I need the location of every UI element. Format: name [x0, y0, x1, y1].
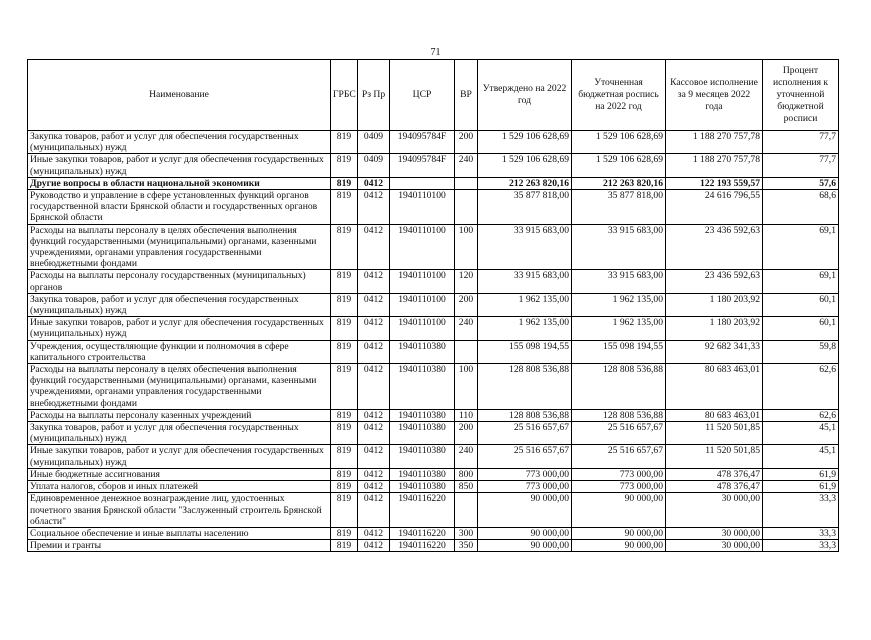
header-vr: ВР [455, 60, 478, 131]
cell-name: Расходы на выплаты персоналу государственных (муниципальных) органов [28, 270, 331, 293]
cell-approved: 1 962 135,00 [478, 293, 572, 316]
cell-approved: 25 516 657,67 [478, 445, 572, 468]
cell-approved: 90 000,00 [478, 527, 572, 539]
table-row [28, 445, 839, 468]
header-percent: Процент исполнения к уточненной бюджетной росписи [763, 60, 839, 131]
cell-grbs: 819 [331, 224, 358, 270]
cell-approved: 90 000,00 [478, 540, 572, 552]
cell-grbs: 819 [331, 364, 358, 410]
budget-table [27, 59, 839, 552]
cell-rzpr: 0412 [358, 493, 390, 528]
cell-approved: 33 915 683,00 [478, 224, 572, 270]
cell-vr [455, 493, 478, 528]
cell-csr: 1940110100 [390, 224, 455, 270]
cell-name: Социальное обеспечение и иные выплаты населению [28, 527, 331, 539]
cell-name: Уплата налогов, сборов и иных платежей [28, 481, 331, 493]
cell-rzpr: 0412 [358, 177, 390, 189]
cell-approved: 128 808 536,88 [478, 364, 572, 410]
cell-refined: 33 915 683,00 [572, 270, 666, 293]
cell-cash: 23 436 592,63 [666, 224, 763, 270]
cell-percent: 60,1 [763, 293, 839, 316]
cell-rzpr: 0412 [358, 540, 390, 552]
cell-csr: 1940110100 [390, 270, 455, 293]
cell-rzpr: 0412 [358, 468, 390, 480]
cell-percent: 33,3 [763, 493, 839, 528]
table-row [28, 422, 839, 445]
cell-name: Закупка товаров, работ и услуг для обеспечения государственных (муниципальных) нужд [28, 293, 331, 316]
cell-name: Премии и гранты [28, 540, 331, 552]
cell-refined: 128 808 536,88 [572, 364, 666, 410]
cell-csr: 1940110380 [390, 340, 455, 363]
cell-grbs: 819 [331, 409, 358, 421]
cell-csr: 194095784F [390, 154, 455, 177]
cell-grbs: 819 [331, 540, 358, 552]
cell-cash: 30 000,00 [666, 493, 763, 528]
cell-vr: 850 [455, 481, 478, 493]
cell-approved: 773 000,00 [478, 468, 572, 480]
header-cash: Кассовое исполнение за 9 месяцев 2022 года [666, 60, 763, 131]
cell-grbs: 819 [331, 340, 358, 363]
cell-vr: 240 [455, 445, 478, 468]
cell-rzpr: 0412 [358, 422, 390, 445]
cell-csr: 1940116220 [390, 493, 455, 528]
table-row [28, 131, 839, 154]
cell-grbs: 819 [331, 177, 358, 189]
cell-refined: 155 098 194,55 [572, 340, 666, 363]
cell-grbs: 819 [331, 445, 358, 468]
cell-grbs: 819 [331, 293, 358, 316]
cell-cash: 80 683 463,01 [666, 409, 763, 421]
cell-approved: 25 516 657,67 [478, 422, 572, 445]
cell-approved: 212 263 820,16 [478, 177, 572, 189]
cell-name: Закупка товаров, работ и услуг для обеспечения государственных (муниципальных) нужд [28, 422, 331, 445]
cell-percent: 77,7 [763, 131, 839, 154]
cell-rzpr: 0409 [358, 131, 390, 154]
cell-csr: 1940110100 [390, 293, 455, 316]
table-row [28, 270, 839, 293]
header-csr: ЦСР [390, 60, 455, 131]
table-row [28, 481, 839, 493]
cell-refined: 90 000,00 [572, 493, 666, 528]
cell-percent: 33,3 [763, 527, 839, 539]
cell-percent: 45,1 [763, 445, 839, 468]
cell-vr [455, 190, 478, 225]
cell-grbs: 819 [331, 422, 358, 445]
cell-name: Иные закупки товаров, работ и услуг для обеспечения государственных (муниципальных) нужд [28, 445, 331, 468]
cell-grbs: 819 [331, 493, 358, 528]
cell-percent: 77,7 [763, 154, 839, 177]
cell-refined: 1 962 135,00 [572, 293, 666, 316]
cell-approved: 128 808 536,88 [478, 409, 572, 421]
cell-csr: 1940116220 [390, 540, 455, 552]
cell-csr: 1940116220 [390, 527, 455, 539]
cell-vr [455, 177, 478, 189]
cell-percent: 69,1 [763, 224, 839, 270]
cell-cash: 1 180 203,92 [666, 293, 763, 316]
cell-name: Расходы на выплаты персоналу в целях обеспечения выполнения функций государственными (муниципальными) органами, казенными учреждениями, органами управления государственными внебюджетными фондами [28, 224, 331, 270]
cell-refined: 1 529 106 628,69 [572, 154, 666, 177]
table-row [28, 190, 839, 225]
header-grbs: ГРБС [331, 60, 358, 131]
cell-rzpr: 0412 [358, 317, 390, 340]
cell-grbs: 819 [331, 131, 358, 154]
cell-csr: 1940110380 [390, 468, 455, 480]
cell-cash: 30 000,00 [666, 540, 763, 552]
table-row [28, 293, 839, 316]
cell-vr: 200 [455, 422, 478, 445]
table-row [28, 224, 839, 270]
cell-vr: 800 [455, 468, 478, 480]
cell-csr: 1940110380 [390, 422, 455, 445]
cell-grbs: 819 [331, 468, 358, 480]
cell-percent: 62,6 [763, 364, 839, 410]
cell-grbs: 819 [331, 527, 358, 539]
cell-csr: 1940110380 [390, 409, 455, 421]
header-refined: Уточненная бюджетная роспись на 2022 год [572, 60, 666, 131]
cell-vr: 100 [455, 224, 478, 270]
cell-refined: 35 877 818,00 [572, 190, 666, 225]
cell-refined: 128 808 536,88 [572, 409, 666, 421]
cell-refined: 773 000,00 [572, 481, 666, 493]
cell-rzpr: 0412 [358, 224, 390, 270]
cell-percent: 60,1 [763, 317, 839, 340]
cell-refined: 773 000,00 [572, 468, 666, 480]
cell-vr [455, 340, 478, 363]
cell-refined: 25 516 657,67 [572, 422, 666, 445]
cell-approved: 35 877 818,00 [478, 190, 572, 225]
cell-name: Иные закупки товаров, работ и услуг для обеспечения государственных (муниципальных) нужд [28, 154, 331, 177]
table-body [28, 131, 839, 552]
cell-grbs: 819 [331, 481, 358, 493]
cell-csr: 194095784F [390, 131, 455, 154]
cell-refined: 90 000,00 [572, 540, 666, 552]
cell-cash: 1 188 270 757,78 [666, 154, 763, 177]
cell-cash: 92 682 341,33 [666, 340, 763, 363]
cell-vr: 200 [455, 293, 478, 316]
cell-name: Расходы на выплаты персоналу в целях обеспечения выполнения функций государственными (муниципальными) органами, казенными учреждениями, органами управления государственными внебюджетными фондами [28, 364, 331, 410]
cell-percent: 45,1 [763, 422, 839, 445]
cell-csr [390, 177, 455, 189]
cell-csr: 1940110380 [390, 364, 455, 410]
cell-grbs: 819 [331, 317, 358, 340]
page-number: 71 [430, 47, 441, 58]
cell-refined: 33 915 683,00 [572, 224, 666, 270]
table-row [28, 493, 839, 528]
header-name: Наименование [28, 60, 331, 131]
cell-cash: 478 376,47 [666, 468, 763, 480]
cell-vr: 120 [455, 270, 478, 293]
cell-csr: 1940110100 [390, 190, 455, 225]
cell-percent: 61,9 [763, 468, 839, 480]
cell-vr: 240 [455, 317, 478, 340]
cell-vr: 100 [455, 364, 478, 410]
cell-cash: 80 683 463,01 [666, 364, 763, 410]
table-row [28, 154, 839, 177]
cell-approved: 155 098 194,55 [478, 340, 572, 363]
cell-rzpr: 0412 [358, 270, 390, 293]
cell-vr: 240 [455, 154, 478, 177]
cell-cash: 24 616 796,55 [666, 190, 763, 225]
cell-rzpr: 0412 [358, 527, 390, 539]
cell-name: Иные бюджетные ассигнования [28, 468, 331, 480]
cell-grbs: 819 [331, 190, 358, 225]
cell-percent: 33,3 [763, 540, 839, 552]
cell-rzpr: 0409 [358, 154, 390, 177]
cell-name: Единовременное денежное вознаграждение лиц, удостоенных почетного звания Брянской области "Заслуженный строитель Брянской области" [28, 493, 331, 528]
cell-approved: 1 529 106 628,69 [478, 154, 572, 177]
cell-csr: 1940110100 [390, 317, 455, 340]
cell-approved: 33 915 683,00 [478, 270, 572, 293]
cell-refined: 1 529 106 628,69 [572, 131, 666, 154]
cell-approved: 773 000,00 [478, 481, 572, 493]
cell-vr: 110 [455, 409, 478, 421]
cell-rzpr: 0412 [358, 293, 390, 316]
table-row [28, 364, 839, 410]
cell-name: Другие вопросы в области национальной экономики [28, 177, 331, 189]
cell-csr: 1940110380 [390, 445, 455, 468]
cell-refined: 90 000,00 [572, 527, 666, 539]
cell-percent: 68,6 [763, 190, 839, 225]
cell-csr: 1940110380 [390, 481, 455, 493]
cell-rzpr: 0412 [358, 340, 390, 363]
cell-name: Расходы на выплаты персоналу казенных учреждений [28, 409, 331, 421]
table-row [28, 468, 839, 480]
cell-refined: 25 516 657,67 [572, 445, 666, 468]
cell-grbs: 819 [331, 154, 358, 177]
table-row [28, 177, 839, 189]
cell-cash: 30 000,00 [666, 527, 763, 539]
cell-percent: 61,9 [763, 481, 839, 493]
header-approved: Утверждено на 2022 год [478, 60, 572, 131]
cell-vr: 300 [455, 527, 478, 539]
cell-name: Руководство и управление в сфере установленных функций органов государственной власти Брянской области и государственных органов Брянской области [28, 190, 331, 225]
cell-refined: 212 263 820,16 [572, 177, 666, 189]
cell-grbs: 819 [331, 270, 358, 293]
cell-rzpr: 0412 [358, 409, 390, 421]
cell-percent: 69,1 [763, 270, 839, 293]
cell-cash: 478 376,47 [666, 481, 763, 493]
cell-percent: 62,6 [763, 409, 839, 421]
cell-rzpr: 0412 [358, 190, 390, 225]
header-rzpr: Рз Пр [358, 60, 390, 131]
cell-vr: 200 [455, 131, 478, 154]
cell-percent: 57,6 [763, 177, 839, 189]
table-row [28, 317, 839, 340]
cell-approved: 1 529 106 628,69 [478, 131, 572, 154]
cell-cash: 1 180 203,92 [666, 317, 763, 340]
cell-name: Закупка товаров, работ и услуг для обеспечения государственных (муниципальных) нужд [28, 131, 331, 154]
cell-rzpr: 0412 [358, 445, 390, 468]
cell-cash: 122 193 559,57 [666, 177, 763, 189]
table-header-row [28, 60, 839, 131]
cell-name: Иные закупки товаров, работ и услуг для обеспечения государственных (муниципальных) нужд [28, 317, 331, 340]
table-row [28, 527, 839, 539]
cell-vr: 350 [455, 540, 478, 552]
cell-rzpr: 0412 [358, 481, 390, 493]
cell-cash: 23 436 592,63 [666, 270, 763, 293]
cell-rzpr: 0412 [358, 364, 390, 410]
cell-percent: 59,8 [763, 340, 839, 363]
table-row [28, 340, 839, 363]
cell-approved: 90 000,00 [478, 493, 572, 528]
cell-cash: 11 520 501,85 [666, 422, 763, 445]
table-row [28, 409, 839, 421]
cell-name: Учреждения, осуществляющие функции и полномочия в сфере капитального строительства [28, 340, 331, 363]
cell-cash: 11 520 501,85 [666, 445, 763, 468]
table-row [28, 540, 839, 552]
cell-approved: 1 962 135,00 [478, 317, 572, 340]
cell-cash: 1 188 270 757,78 [666, 131, 763, 154]
cell-refined: 1 962 135,00 [572, 317, 666, 340]
